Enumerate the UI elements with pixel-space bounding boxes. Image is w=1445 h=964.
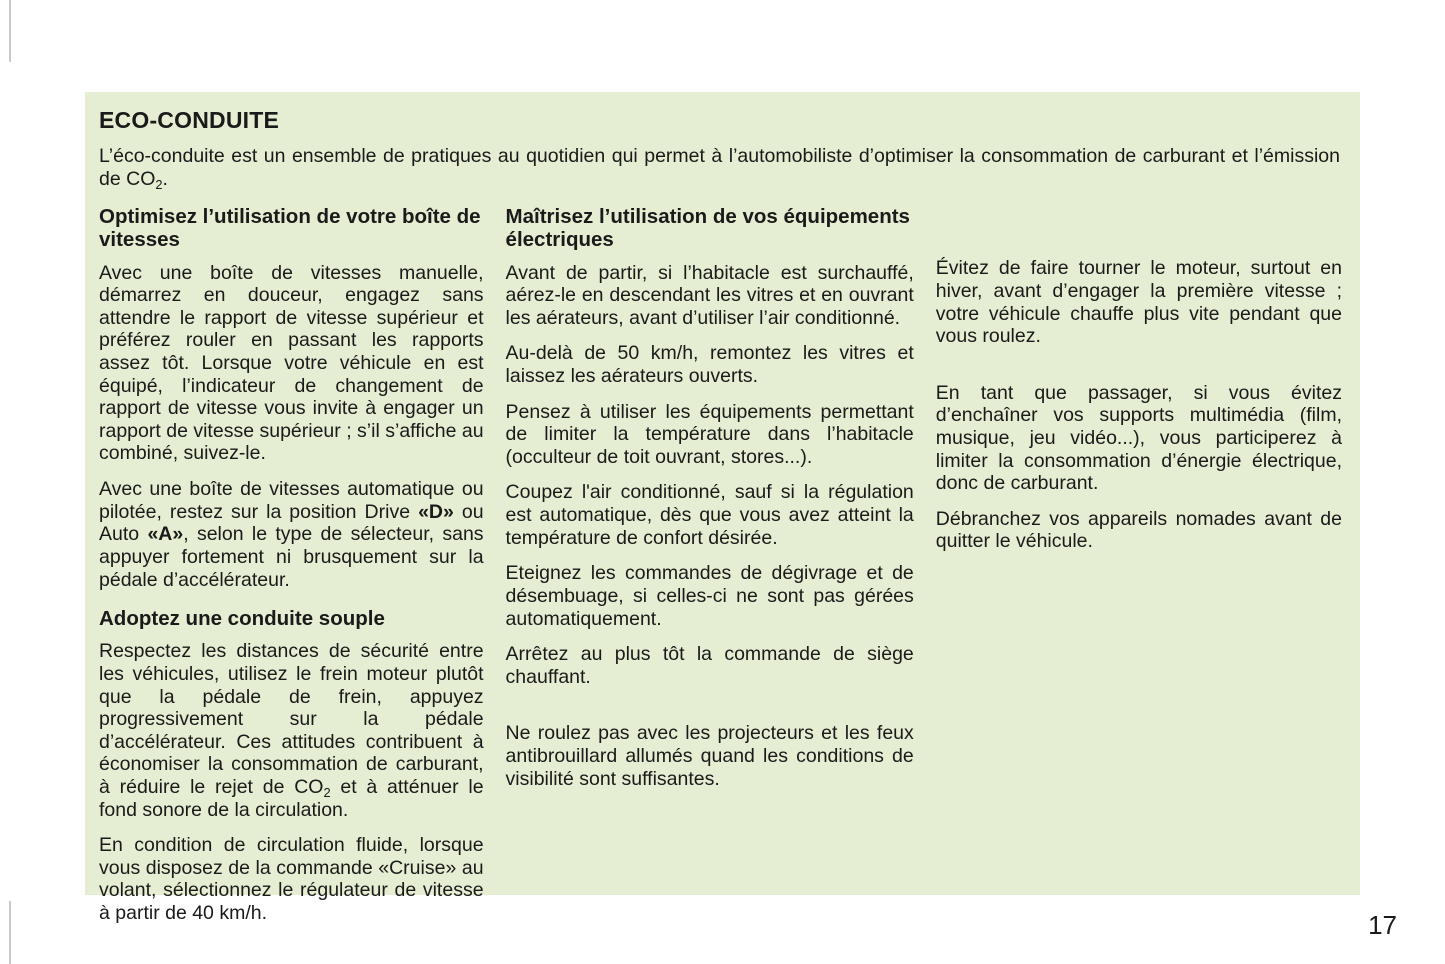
heading-conduite-souple: Adoptez une conduite souple	[99, 607, 385, 631]
eco-conduite-panel	[85, 92, 1360, 924]
para-avant-de-partir: Avant de partir, si l’habitacle est surchauffé, aérez-le en descendant les vitres et en ouvrant les aérateurs, avant d’utiliser l’air conditionné.	[505, 261, 914, 329]
para-projecteurs-antibrouillard: Ne roulez pas avec les projecteurs et les feux antibrouillard allumés quand les conditions de visibilité sont suffisantes.	[505, 722, 914, 790]
para-boite-automatique-part2: ou Auto	[99, 500, 484, 546]
para-distances-part1: Respectez les distances de sécurité entre les véhicules, utilisez le frein moteur plutôt que la pédale de frein, appuyez progressivement sur la pédale d’accélérateur. Ces attitudes contribuent à économiser la consommation de carburant, à réduire le rejet de CO	[99, 640, 484, 798]
column-three	[936, 205, 1342, 553]
para-boite-automatique	[99, 478, 484, 591]
heading-optimisez-boite-vitesses: Optimisez l’utilisation de votre boîte de vitesses	[99, 205, 481, 252]
column-one	[99, 205, 506, 924]
page-title: ECO-CONDUITE	[99, 107, 280, 133]
para-air-conditionne: Coupez l'air conditionné, sauf si la régulation est automatique, dès que vous avez atteint la température de confort désirée.	[505, 481, 914, 549]
page-number: 17	[1368, 910, 1397, 940]
para-degivrage-desembuage: Eteignez les commandes de dégivrage et de désembuage, si celles-ci ne sont pas gérées automatiquement.	[505, 562, 914, 630]
three-column-layout	[99, 205, 1342, 924]
co2-subscript-2: 2	[323, 784, 331, 800]
para-distances-part2: et à atténuer le fond sonore de la circulation.	[99, 775, 484, 821]
para-siege-chauffant: Arrêtez au plus tôt la commande de siège chauffant.	[505, 643, 914, 688]
para-appareils-nomades: Débranchez vos appareils nomades avant de quitter le véhicule.	[935, 507, 1342, 553]
crop-mark-bottom	[9, 901, 11, 964]
co2-subscript: 2	[155, 176, 163, 192]
para-au-dela-50kmh: Au-delà de 50 km/h, remontez les vitres et laissez les aérateurs ouverts.	[505, 342, 914, 388]
gear-position-d: «D»	[418, 500, 454, 523]
para-boite-manuelle: Avec une boîte de vitesses manuelle, démarrez en douceur, engagez sans attendre le rapport de vitesse supérieur et préférez rouler en passant les rapports assez tôt. Lorsque votre véhicule en est équipé, l’indicateur de changement de rapport de vitesse vous invite à engager un rapport de vitesse supérieur ; s’il s’affiche au combiné, suivez-le.	[99, 261, 484, 465]
gear-position-a: «A»	[147, 523, 184, 546]
para-distances-securite	[99, 640, 484, 821]
intro-text-end: .	[162, 168, 168, 191]
intro-paragraph	[99, 145, 1342, 191]
para-circulation-fluide: En condition de circulation fluide, lorsque vous disposez de la commande «Cruise» au volant, sélectionnez le régulateur de vitesse à partir de 40 km/h.	[99, 834, 484, 924]
para-passager-multimedia: En tant que passager, si vous évitez d’enchaîner vos supports multimédia (film, musique, jeu vidéo...), vous participerez à limiter la consommation d’énergie électrique, donc de carburant.	[935, 381, 1342, 495]
para-boite-automatique-part3: , selon le type de sélecteur, sans appuyer fortement ni brusquement sur la pédale d’accélérateur.	[99, 523, 484, 591]
para-limiter-temperature: Pensez à utiliser les équipements permettant de limiter la température dans l’habitacle (occulteur de toit ouvrant, stores...).	[505, 400, 914, 468]
intro-text: L’éco-conduite est un ensemble de pratiques au quotidien qui permet à l’automobiliste d’optimiser la consommation de carburant et l’émission de CO	[99, 145, 1340, 191]
para-boite-automatique-part1: Avec une boîte de vitesses automatique ou pilotée, restez sur la position Drive	[99, 478, 484, 523]
column-two	[506, 205, 936, 790]
heading-equipements-electriques: Maîtrisez l’utilisation de vos équipements électriques	[505, 205, 910, 252]
crop-mark-top	[9, 0, 11, 62]
para-moteur-tourner: Évitez de faire tourner le moteur, surtout en hiver, avant d’engager la première vitesse ; votre véhicule chauffe plus vite pendant que vous roulez.	[935, 257, 1342, 348]
